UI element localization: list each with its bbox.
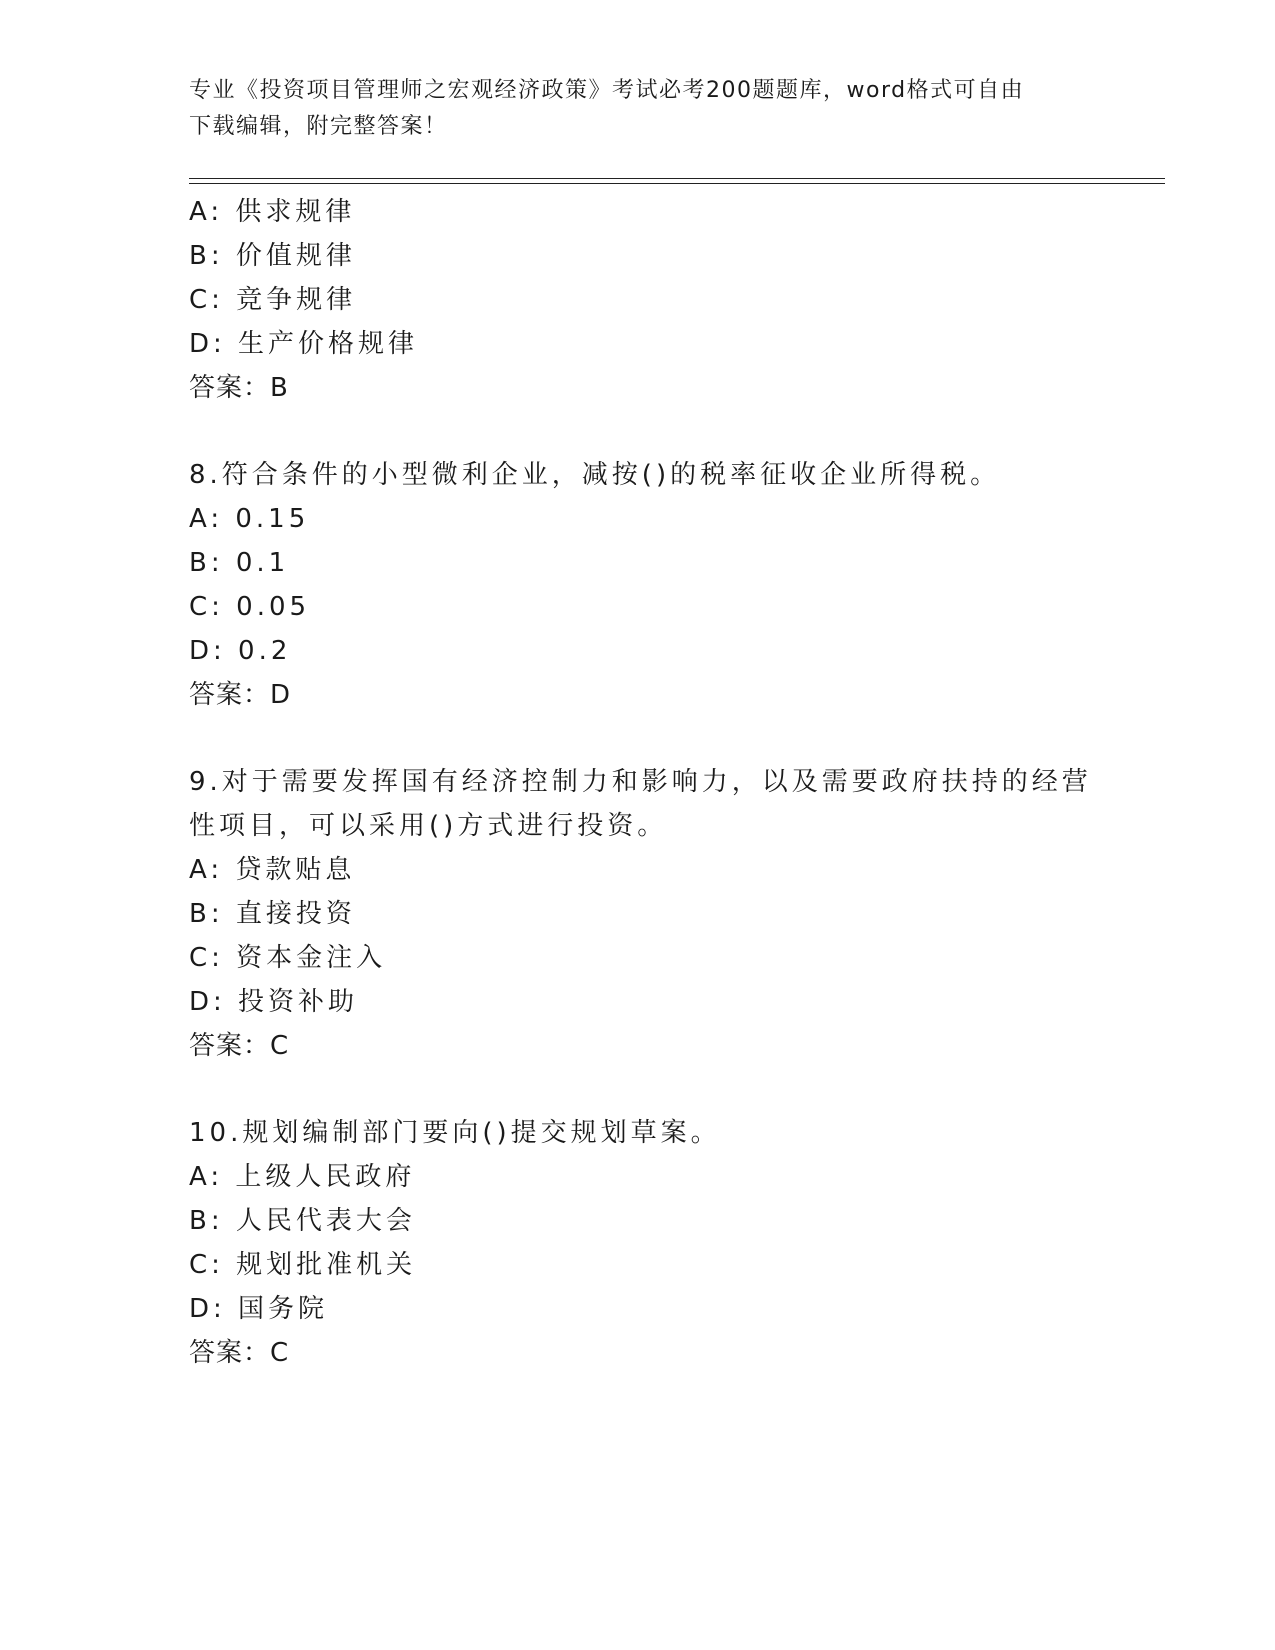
q8-option-a: A: 0.15 bbox=[189, 504, 310, 534]
document-header bbox=[189, 73, 1069, 145]
q7-option-b: B: 价值规律 bbox=[189, 241, 356, 271]
q9-option-d: D: 投资补助 bbox=[189, 987, 359, 1017]
q9-option-b: B: 直接投资 bbox=[189, 899, 356, 929]
q9-option-c: C: 资本金注入 bbox=[189, 943, 387, 973]
q9-option-a: A: 贷款贴息 bbox=[189, 855, 356, 885]
q8-stem: 8.符合条件的小型微利企业，减按()的税率征收企业所得税。 bbox=[189, 460, 1001, 490]
header-line-2: 下载编辑，附完整答案！ bbox=[189, 114, 448, 139]
q7-answer: 答案：B bbox=[189, 373, 289, 403]
header-line-1: 专业《投资项目管理师之宏观经济政策》考试必考200题题库，word格式可自由 bbox=[189, 78, 1025, 103]
q10-option-c: C: 规划批准机关 bbox=[189, 1250, 417, 1280]
q10-answer: 答案：C bbox=[189, 1338, 290, 1368]
q7-option-c: C: 竞争规律 bbox=[189, 285, 357, 315]
q7-option-a: A: 供求规律 bbox=[189, 197, 356, 227]
q7-option-d: D: 生产价格规律 bbox=[189, 329, 419, 359]
q9-stem-line-2: 性项目，可以采用()方式进行投资。 bbox=[189, 811, 668, 841]
q8-option-c: C: 0.05 bbox=[189, 592, 311, 622]
q9-answer: 答案：C bbox=[189, 1031, 290, 1061]
header-divider-bottom bbox=[189, 183, 1165, 184]
q10-stem: 10.规划编制部门要向()提交规划草案。 bbox=[189, 1118, 721, 1148]
q10-option-b: B: 人民代表大会 bbox=[189, 1206, 416, 1236]
q8-answer: 答案：D bbox=[189, 680, 292, 710]
q10-option-a: A: 上级人民政府 bbox=[189, 1162, 416, 1192]
header-divider-top bbox=[189, 178, 1165, 179]
q8-option-b: B: 0.1 bbox=[189, 548, 290, 578]
q8-option-d: D: 0.2 bbox=[189, 636, 292, 666]
q9-stem-line-1: 9.对于需要发挥国有经济控制力和影响力，以及需要政府扶持的经营 bbox=[189, 767, 1092, 797]
q10-option-d: D: 国务院 bbox=[189, 1294, 329, 1324]
